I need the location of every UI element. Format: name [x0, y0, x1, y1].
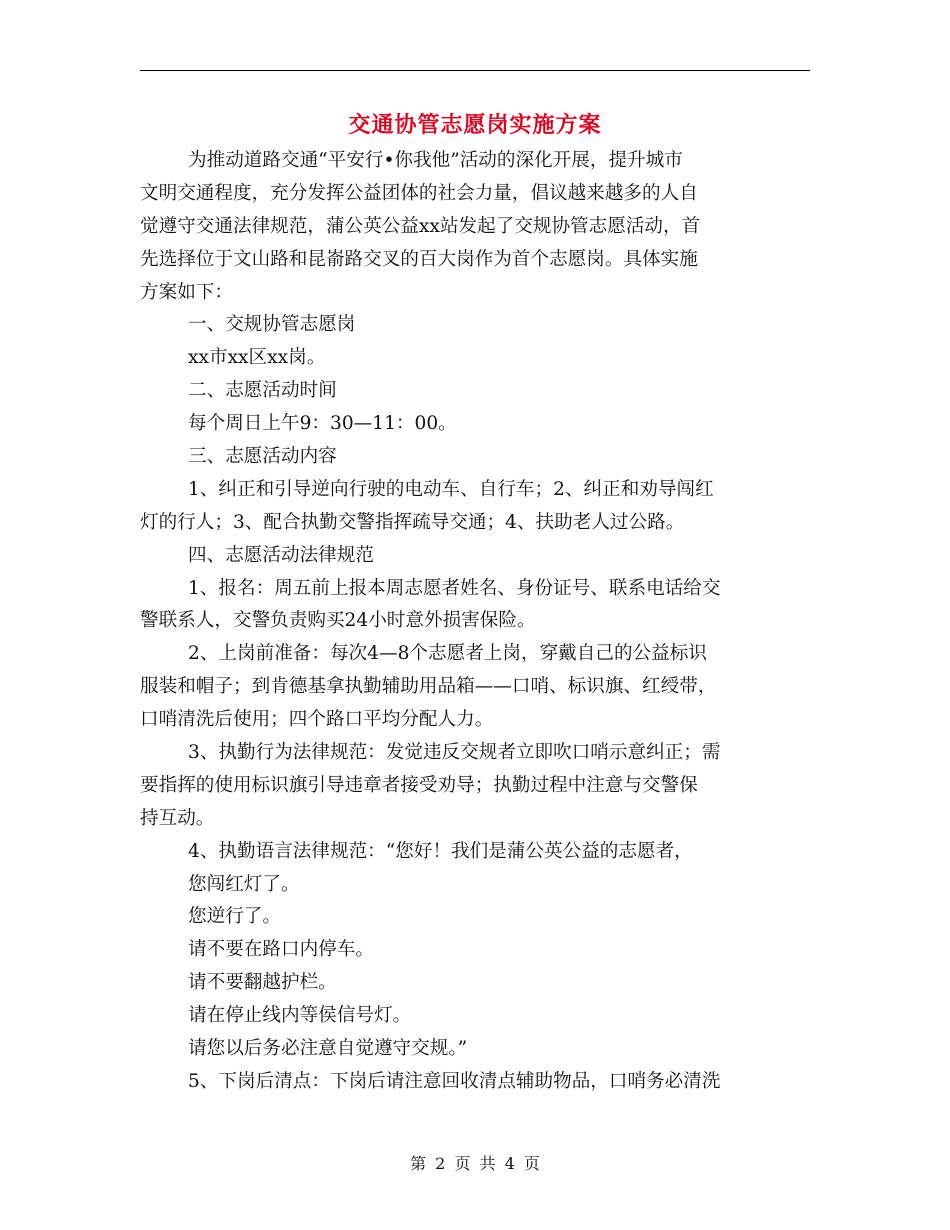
- body-line: 觉遵守交通法律规范，蒲公英公益xx站发起了交规协管志愿活动，首: [140, 215, 701, 237]
- body-line: 文明交通程度，充分发挥公益团体的社会力量，倡议越来越多的人自: [140, 182, 698, 204]
- body-line: 先选择位于文山路和昆嵛路交叉的百大岗作为首个志愿岗。具体实施: [140, 248, 698, 270]
- body-line: 要指挥的使用标识旗引导违章者接受劝导；执勤过程中注意与交警保: [140, 774, 698, 796]
- body-line: 您逆行了。: [188, 906, 281, 928]
- body-line: 持互动。: [140, 807, 215, 829]
- header-rule: [140, 70, 810, 71]
- body-line: 请不要在路口内停车。: [188, 939, 374, 961]
- body-line: 1、纠正和引导逆向行驶的电动车、自行车；2、纠正和劝导闯红: [188, 478, 714, 500]
- body-line: xx市xx区xx岗。: [188, 347, 326, 369]
- body-line: 请不要翻越护栏。: [188, 972, 337, 994]
- document-title: 交通协管志愿岗实施方案: [348, 112, 602, 138]
- body-line: 为推动道路交通“平安行•你我他”活动的深化开展，提升城市: [188, 150, 683, 171]
- body-line: 二、志愿活动时间: [188, 380, 337, 402]
- body-line: 服装和帽子；到肯德基拿执勤辅助用品箱——口哨、标识旗、红绶带，: [140, 676, 717, 698]
- body-line: 方案如下：: [140, 281, 233, 303]
- document-body: [140, 145, 810, 1099]
- body-line: 一、交规协管志愿岗: [188, 314, 356, 336]
- body-line: 您闯红灯了。: [188, 873, 300, 895]
- body-line: 5、下岗后清点：下岗后请注意回收清点辅助物品，口哨务必清洗: [188, 1070, 721, 1092]
- body-line: 每个周日上午9：30—11：00。: [188, 413, 457, 435]
- body-line: 请您以后务必注意自觉遵守交规。”: [188, 1038, 468, 1060]
- body-line: 2、上岗前准备：每次4—8个志愿者上岗，穿戴自己的公益标识: [188, 643, 707, 665]
- body-line: 四、志愿活动法律规范: [188, 544, 374, 566]
- body-line: 1、报名：周五前上报本周志愿者姓名、身份证号、联系电话给交: [188, 577, 721, 599]
- body-line: 3、执勤行为法律规范：发觉违反交规者立即吹口哨示意纠正；需: [188, 742, 721, 764]
- body-line: 三、志愿活动内容: [188, 446, 337, 468]
- body-line: 请在停止线内等侯信号灯。: [188, 1005, 412, 1027]
- body-line: 口哨清洗后使用；四个路口平均分配人力。: [140, 709, 494, 731]
- body-line: 警联系人，交警负责购买24小时意外损害保险。: [140, 610, 536, 632]
- page-footer: 第 2 页 共 4 页: [410, 1154, 540, 1173]
- body-line: 灯的行人；3、配合执勤交警指挥疏导交通；4、扶助老人过公路。: [140, 511, 685, 533]
- body-line: 4、执勤语言法律规范：“您好！我们是蒲公英公益的志愿者，: [188, 840, 693, 862]
